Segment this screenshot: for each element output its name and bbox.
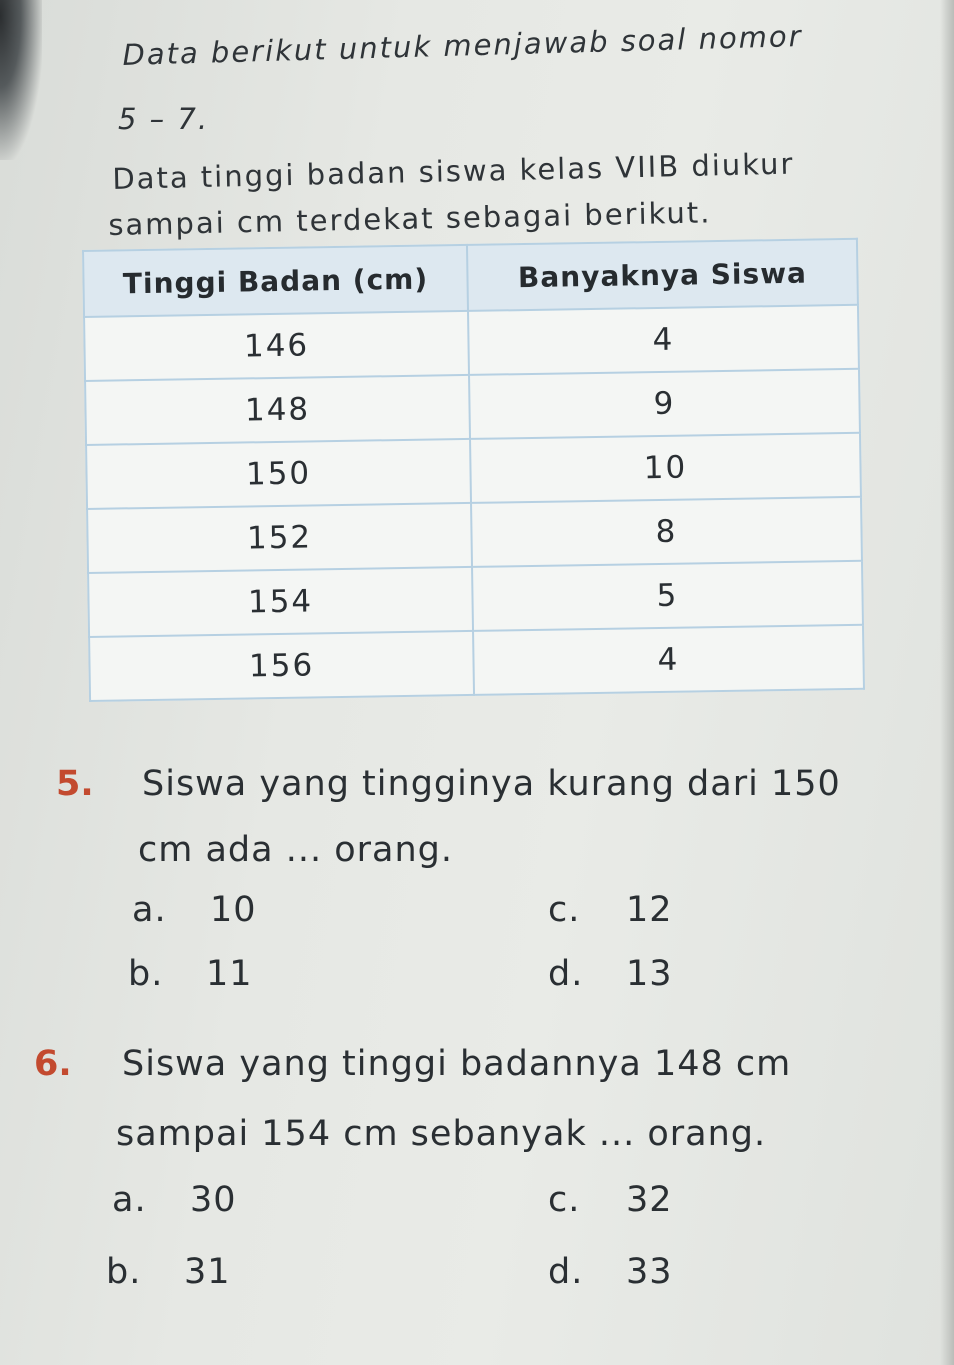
- cell-height: 146: [84, 311, 469, 381]
- cell-count: 4: [468, 305, 859, 375]
- cell-count: 4: [473, 625, 864, 695]
- cell-height: 150: [86, 439, 471, 509]
- cell-height: 152: [87, 503, 472, 573]
- header-count: Banyaknya Siswa: [467, 239, 858, 311]
- height-data-table: [82, 238, 865, 702]
- question-6-option-a[interactable]: [112, 1180, 237, 1220]
- question-6-option-c[interactable]: [548, 1180, 673, 1220]
- table-row: [89, 625, 864, 701]
- cell-count: 9: [469, 369, 860, 439]
- cell-count: 10: [470, 433, 861, 503]
- question-6-option-b[interactable]: [106, 1252, 231, 1292]
- cell-height: 156: [89, 631, 474, 701]
- question-5-line-2: cm ada ... orang.: [138, 830, 453, 870]
- option-letter: a.: [132, 890, 167, 930]
- table-row: [88, 561, 863, 637]
- option-letter: c.: [548, 1180, 581, 1220]
- option-value: 12: [626, 890, 673, 930]
- intro-line-1: Data berikut untuk menjawab soal nomor: [122, 19, 804, 72]
- table-row: [87, 497, 862, 573]
- question-6-line-1: Siswa yang tinggi badannya 148 cm: [122, 1044, 792, 1084]
- question-5-option-d[interactable]: [548, 954, 673, 994]
- header-height: Tinggi Badan (cm): [83, 245, 468, 317]
- question-5-option-a[interactable]: [132, 890, 257, 930]
- option-letter: d.: [548, 1252, 584, 1292]
- intro-line-2: 5 – 7.: [118, 102, 210, 136]
- question-5-option-c[interactable]: [548, 890, 673, 930]
- option-value: 11: [206, 954, 253, 994]
- option-letter: b.: [128, 954, 164, 994]
- option-value: 32: [626, 1180, 673, 1220]
- table-row: [85, 369, 860, 445]
- table-row: [86, 433, 861, 509]
- cell-count: 5: [472, 561, 863, 631]
- question-5-line-1: Siswa yang tingginya kurang dari 150: [142, 764, 841, 804]
- option-value: 10: [210, 890, 257, 930]
- option-letter: d.: [548, 954, 584, 994]
- question-6-number: 6.: [34, 1044, 72, 1084]
- option-value: 13: [626, 954, 673, 994]
- cell-count: 8: [471, 497, 862, 567]
- cell-height: 148: [85, 375, 470, 445]
- question-6-line-2: sampai 154 cm sebanyak ... orang.: [116, 1114, 767, 1154]
- page-edge-shadow: [0, 0, 42, 160]
- option-value: 30: [190, 1180, 237, 1220]
- cell-height: 154: [88, 567, 473, 637]
- option-letter: c.: [548, 890, 581, 930]
- intro-line-4: sampai cm terdekat sebagai berikut.: [108, 195, 712, 242]
- table-header-row: [83, 239, 858, 317]
- question-5-option-b[interactable]: [128, 954, 253, 994]
- height-table-container: [82, 238, 865, 702]
- question-6-option-d[interactable]: [548, 1252, 673, 1292]
- option-letter: b.: [106, 1252, 142, 1292]
- option-value: 33: [626, 1252, 673, 1292]
- page-right-edge: [940, 0, 954, 1365]
- option-letter: a.: [112, 1180, 147, 1220]
- table-row: [84, 305, 859, 381]
- intro-line-3: Data tinggi badan siswa kelas VIIB diukur: [112, 146, 795, 196]
- question-5-number: 5.: [56, 764, 94, 804]
- option-value: 31: [184, 1252, 231, 1292]
